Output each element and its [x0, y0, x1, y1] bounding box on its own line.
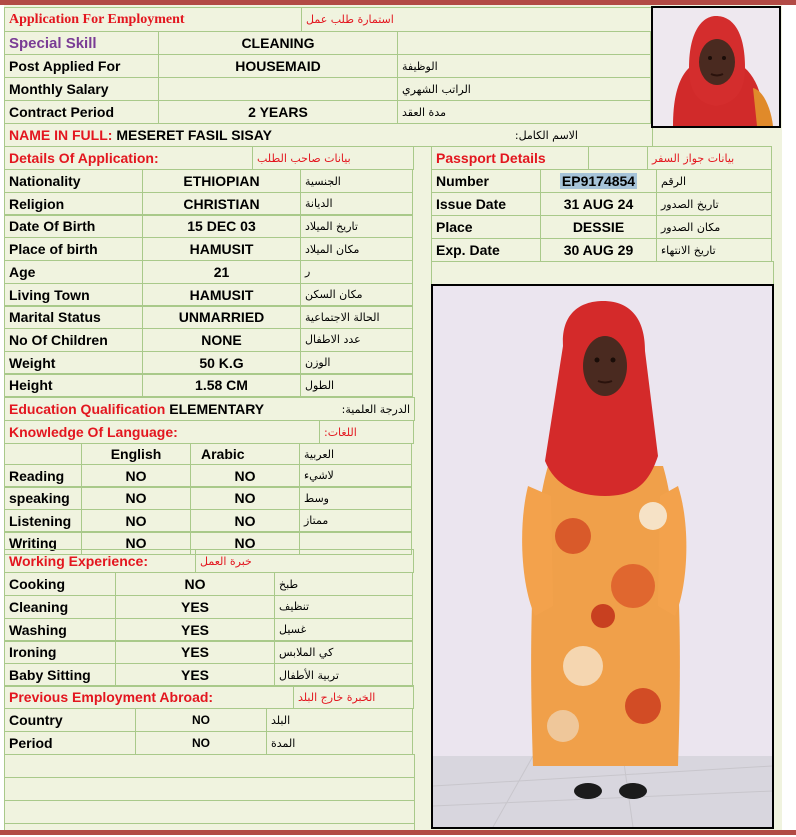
special-skill-empty — [397, 31, 651, 55]
passport-heading-ar: بيانات جواز السفر — [647, 146, 772, 170]
details-heading: Details Of Application: — [4, 146, 253, 170]
passport-row-label: Place — [431, 215, 541, 239]
abroad-heading: Previous Employment Abroad: — [4, 685, 294, 709]
full-name-label: NAME IN FULL: — [9, 127, 113, 143]
full-name-value: MESERET FASIL SISAY — [116, 127, 272, 143]
details-row-label-ar: مكان السكن — [300, 283, 413, 307]
experience-row-value: YES — [115, 618, 275, 642]
passport-row — [431, 169, 771, 193]
contract-label: Contract Period — [4, 100, 159, 124]
passport-row-label-ar: مكان الصدور — [656, 215, 772, 239]
header-row — [4, 7, 651, 32]
passport-row-value-text: EP9174854 — [561, 173, 636, 189]
passport-row-value-text: DESSIE — [572, 219, 625, 235]
details-header-row — [4, 146, 413, 170]
language-row-arabic: NO — [190, 487, 300, 510]
experience-row-value: NO — [115, 572, 275, 596]
language-row-arabic: NO — [190, 464, 300, 487]
full-body-photo-image — [433, 286, 772, 827]
details-row-label-ar: الطول — [300, 373, 413, 397]
passport-row-value-text: 31 AUG 24 — [563, 196, 634, 212]
passport-row-value — [540, 192, 657, 216]
language-row-english: NO — [81, 487, 191, 510]
full-name-label-ar: الاسم الكامل: — [514, 128, 578, 142]
language-row — [4, 509, 411, 532]
education-cell — [4, 397, 415, 421]
abroad-row — [4, 731, 412, 755]
abroad-row-label: Country — [4, 708, 136, 732]
blank-row — [4, 800, 414, 824]
details-row-label-ar: الديانة — [300, 192, 413, 216]
details-row-label-ar: الحالة الاجتماعية — [300, 305, 413, 329]
contract-value: 2 YEARS — [158, 100, 398, 124]
passport-row-label: Number — [431, 169, 541, 193]
portrait-photo — [651, 6, 781, 128]
language-row-arabic: NO — [190, 509, 300, 532]
contract-row — [4, 100, 650, 124]
details-row-label: Living Town — [4, 283, 143, 307]
details-row — [4, 328, 412, 352]
passport-heading-spacer — [588, 146, 648, 170]
full-name-row — [4, 123, 652, 147]
passport-row-value — [540, 238, 657, 262]
post-value: HOUSEMAID — [158, 54, 398, 78]
details-row — [4, 214, 412, 238]
details-row — [4, 283, 412, 307]
details-row-value: CHRISTIAN — [142, 192, 301, 216]
details-row — [4, 260, 412, 284]
passport-row — [431, 192, 771, 216]
salary-label-ar: الراتب الشهري — [397, 77, 651, 101]
blank-row — [4, 777, 414, 801]
details-row-value: HAMUSIT — [142, 237, 301, 261]
language-col-english: English — [81, 443, 191, 465]
language-row — [4, 464, 411, 487]
blank-row — [4, 754, 414, 778]
post-row — [4, 54, 650, 78]
language-row-english: NO — [81, 464, 191, 487]
experience-row — [4, 595, 412, 619]
details-row-value: 21 — [142, 260, 301, 284]
language-row-label: speaking — [4, 487, 82, 510]
salary-value — [158, 77, 398, 101]
details-row-value: NONE — [142, 328, 301, 352]
language-row-label: Reading — [4, 464, 82, 487]
experience-row-label-ar: تربية الأطفال — [274, 663, 413, 687]
details-row-label: Marital Status — [4, 305, 143, 329]
language-row-english: NO — [81, 532, 191, 555]
language-row-label: Listening — [4, 509, 82, 532]
details-row-value: ETHIOPIAN — [142, 169, 301, 193]
full-name-cell — [4, 123, 653, 147]
experience-row-label-ar: طبخ — [274, 572, 413, 596]
experience-row — [4, 640, 412, 664]
details-row-label: Weight — [4, 351, 143, 375]
details-row-value: UNMARRIED — [142, 305, 301, 329]
passport-row-value — [540, 215, 657, 239]
details-row-value: HAMUSIT — [142, 283, 301, 307]
experience-row — [4, 663, 412, 687]
special-skill-label: Special Skill — [4, 31, 159, 55]
language-col-ar: العربية — [299, 443, 412, 465]
details-row — [4, 237, 412, 261]
details-row-label: Place of birth — [4, 237, 143, 261]
language-row-label: Writing — [4, 532, 82, 555]
blank-cell — [4, 777, 415, 801]
language-col-blank — [4, 443, 82, 465]
abroad-row-label-ar: البلد — [266, 708, 413, 732]
experience-row-label: Cooking — [4, 572, 116, 596]
details-row-label-ar: ر — [300, 260, 413, 284]
experience-row — [4, 618, 412, 642]
experience-row — [4, 572, 412, 596]
details-row-label: Age — [4, 260, 143, 284]
special-skill-value: CLEANING — [158, 31, 398, 55]
experience-row-value: YES — [115, 640, 275, 664]
details-row-label-ar: عدد الاطفال — [300, 328, 413, 352]
experience-row-label-ar: تنظيف — [274, 595, 413, 619]
passport-blank-cell — [431, 261, 774, 285]
passport-row — [431, 238, 771, 262]
experience-row-label: Cleaning — [4, 595, 116, 619]
experience-header-row — [4, 549, 413, 573]
passport-header-row — [431, 146, 771, 170]
passport-row-label-ar: تاريخ الصدور — [656, 192, 772, 216]
passport-row-value — [540, 169, 657, 193]
language-row — [4, 487, 411, 510]
details-heading-ar: بيانات صاحب الطلب — [252, 146, 414, 170]
language-columns-row — [4, 443, 411, 465]
experience-row-label-ar: غسيل — [274, 618, 413, 642]
details-row-label: No Of Children — [4, 328, 143, 352]
abroad-heading-ar: الخبرة خارج البلد — [293, 685, 414, 709]
experience-row-label-ar: كي الملابس — [274, 640, 413, 664]
experience-row-label: Baby Sitting — [4, 663, 116, 687]
details-row-label: Religion — [4, 192, 143, 216]
details-row-label-ar: الوزن — [300, 351, 413, 375]
blank-cell — [4, 800, 415, 824]
details-row — [4, 373, 412, 397]
salary-row — [4, 77, 650, 101]
details-row-label-ar: مكان الميلاد — [300, 237, 413, 261]
full-body-photo — [431, 284, 774, 829]
language-row-label-ar: ممتاز — [299, 509, 412, 532]
education-label: Education Qualification — [9, 401, 166, 417]
passport-blank-row — [431, 261, 773, 285]
language-row-english: NO — [81, 509, 191, 532]
passport-row-label-ar: تاريخ الانتهاء — [656, 238, 772, 262]
education-row — [4, 397, 414, 421]
salary-label: Monthly Salary — [4, 77, 159, 101]
education-value: ELEMENTARY — [169, 401, 265, 417]
language-row-label-ar: لاشيء — [299, 464, 412, 487]
experience-row-value: YES — [115, 595, 275, 619]
portrait-photo-image — [653, 8, 779, 126]
language-col-arabic: Arabic — [190, 443, 300, 465]
details-row-label-ar: الجنسية — [300, 169, 413, 193]
language-heading: Knowledge Of Language: — [4, 420, 320, 444]
language-row-arabic: NO — [190, 532, 300, 555]
passport-row — [431, 215, 771, 239]
experience-row-label: Washing — [4, 618, 116, 642]
bottom-accent-bar — [0, 830, 796, 835]
form-title-ar: استمارة طلب عمل — [301, 7, 652, 32]
language-heading-ar: اللغات: — [319, 420, 414, 444]
contract-label-ar: مدة العقد — [397, 100, 651, 124]
abroad-row-value: NO — [135, 708, 267, 732]
abroad-row — [4, 708, 412, 732]
experience-heading: Working Experience: — [4, 549, 196, 573]
details-row — [4, 192, 412, 216]
special-skill-row — [4, 31, 650, 55]
passport-heading: Passport Details — [431, 146, 589, 170]
details-row-label-ar: تاريخ الميلاد — [300, 214, 413, 238]
passport-row-label-ar: الرقم — [656, 169, 772, 193]
abroad-row-value: NO — [135, 731, 267, 755]
details-row-label: Height — [4, 373, 143, 397]
abroad-row-label-ar: المدة — [266, 731, 413, 755]
blank-cell — [4, 754, 415, 778]
details-row-value: 1.58 CM — [142, 373, 301, 397]
details-row — [4, 169, 412, 193]
post-label: Post Applied For — [4, 54, 159, 78]
language-header-row — [4, 420, 413, 444]
form-title-en: Application For Employment — [4, 7, 302, 32]
experience-row-label: Ironing — [4, 640, 116, 664]
details-row-value: 15 DEC 03 — [142, 214, 301, 238]
details-row-value: 50 K.G — [142, 351, 301, 375]
language-row-label-ar: وسط — [299, 487, 412, 510]
details-row — [4, 305, 412, 329]
experience-heading-ar: خبرة العمل — [195, 549, 414, 573]
passport-row-value-text: 30 AUG 29 — [563, 242, 634, 258]
details-row-label: Date Of Birth — [4, 214, 143, 238]
education-label-ar: الدرجة العلمية: — [341, 402, 410, 416]
details-row — [4, 351, 412, 375]
abroad-row-label: Period — [4, 731, 136, 755]
abroad-header-row — [4, 685, 413, 709]
passport-row-label: Exp. Date — [431, 238, 541, 262]
passport-row-label: Issue Date — [431, 192, 541, 216]
details-row-label: Nationality — [4, 169, 143, 193]
experience-row-value: YES — [115, 663, 275, 687]
post-label-ar: الوظيفة — [397, 54, 651, 78]
